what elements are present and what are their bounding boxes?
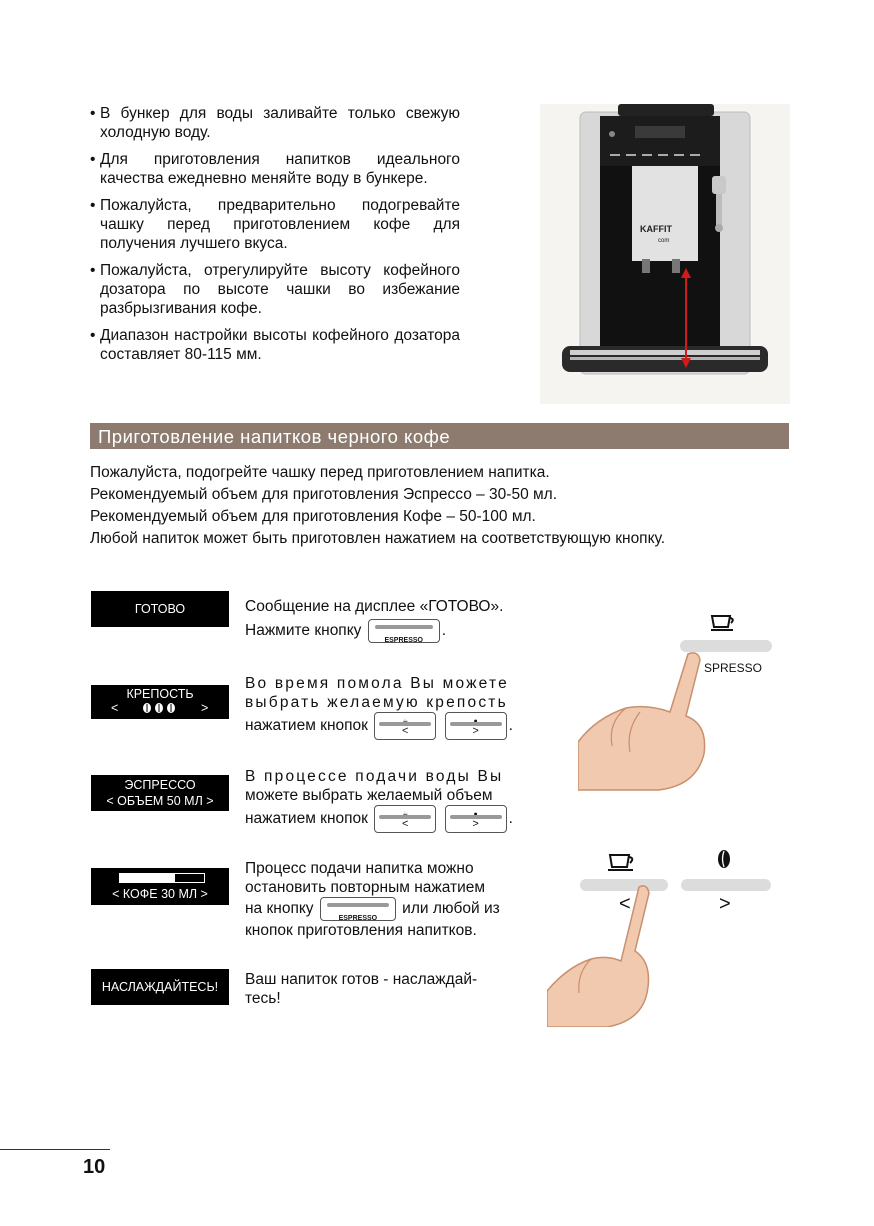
- intro-text: [90, 462, 790, 550]
- page-number: 10: [83, 1156, 106, 1178]
- pointing-hand-icon: [578, 646, 718, 791]
- display-espresso-title: ЭСПРЕССО: [124, 778, 196, 792]
- right-arrow: >: [719, 893, 731, 915]
- display-enjoy: [91, 969, 229, 1005]
- espresso-button[interactable]: ESPRESSO: [320, 897, 396, 921]
- tip-item: • Пожалуйста, предварительно подогревайте чашку перед приготовлением кофе для получения лучшего вкуса.: [90, 197, 460, 252]
- footer-rule: [0, 1149, 110, 1150]
- display-enjoy-text: НАСЛАЖДАЙТЕСЬ!: [101, 980, 219, 994]
- strength-right-button[interactable]: >: [445, 712, 507, 740]
- espresso-button[interactable]: ESPRESSO: [368, 619, 440, 643]
- coffee-machine-illustration: [540, 104, 790, 404]
- step-3: В процессе подачи воды Вы можете выбрать желаемый объем нажатием кнопок < > .: [245, 767, 535, 833]
- cup-icon: [607, 850, 637, 872]
- tip-item: • Диапазон настройки высоты кофейного дозатора составляет 80-115 мм.: [90, 327, 460, 363]
- intro-line: Любой напиток может быть приготовлен нажатием на соответствующую кнопку.: [90, 530, 666, 547]
- coffee-machine-photo: [540, 104, 790, 404]
- display-espresso-volume-text: < ОБЪЕМ 50 МЛ >: [106, 794, 214, 808]
- display-strength-title: КРЕПОСТЬ: [126, 687, 194, 701]
- step-4: Процесс подачи напитка можно остановить повторным нажатием на кнопку ESPRESSO или любой из кнопок приготовления напитков.: [245, 860, 500, 939]
- display-coffee-volume-text: < КОФЕ 30 МЛ >: [112, 887, 208, 901]
- intro-line: Рекомендуемый объем для приготовления Кофе – 50-100 мл.: [90, 508, 536, 525]
- step-5: Ваш напиток готов - наслаждай- тесь!: [245, 971, 478, 1007]
- cup-icon: [710, 612, 736, 632]
- intro-line: Пожалуйста, подогрейте чашку перед приготовлением напитка.: [90, 464, 550, 481]
- section-title: Приготовление напитков черного кофе: [98, 426, 451, 447]
- display-strength: [91, 685, 229, 719]
- bean-button-graphic[interactable]: [681, 879, 771, 891]
- volume-right-button[interactable]: >: [445, 805, 507, 833]
- press-espresso-illustration: [578, 606, 778, 791]
- display-coffee-progress: [91, 868, 229, 905]
- display-strength-left: <: [111, 701, 119, 715]
- display-ready: [91, 591, 229, 627]
- section-header: [90, 423, 789, 449]
- display-ready-text: ГОТОВО: [134, 602, 186, 616]
- strength-left-button[interactable]: <: [374, 712, 436, 740]
- left-arrow: <: [619, 893, 631, 915]
- intro-line: Рекомендуемый объем для приготовления Эспрессо – 30-50 мл.: [90, 486, 558, 503]
- tip-item: • В бункер для воды заливайте только свежую холодную воду.: [90, 105, 460, 141]
- tip-item: • Пожалуйста, отрегулируйте высоту кофейного дозатора по высоте чашки во избежание разбрызгивания кофе.: [90, 262, 460, 317]
- pointing-hand-icon: [547, 881, 657, 1027]
- progress-bar-fill: [120, 874, 175, 882]
- espresso-label: SPRESSO: [704, 661, 763, 675]
- tips-list: [90, 104, 460, 372]
- tip-item: • Для приготовления напитков идеального качества ежедневно меняйте воду в бункере.: [90, 151, 460, 187]
- press-cup-illustration: [547, 845, 777, 1027]
- volume-left-button[interactable]: <: [374, 805, 436, 833]
- step-1: Сообщение на дисплее «ГОТОВО». Нажмите кнопку ESPRESSO .: [245, 598, 504, 644]
- display-strength-right: >: [201, 701, 209, 715]
- machine-brand: KAFFIT: [640, 224, 672, 234]
- machine-brand-sub: com: [658, 238, 670, 244]
- coffee-beans-icon: [141, 702, 177, 714]
- coffee-bean-icon: [717, 849, 731, 869]
- progress-bar: [119, 873, 205, 883]
- step-2: Во время помола Вы можете выбрать желаемую крепость нажатием кнопок < > .: [245, 674, 535, 740]
- display-espresso-volume: [91, 775, 229, 811]
